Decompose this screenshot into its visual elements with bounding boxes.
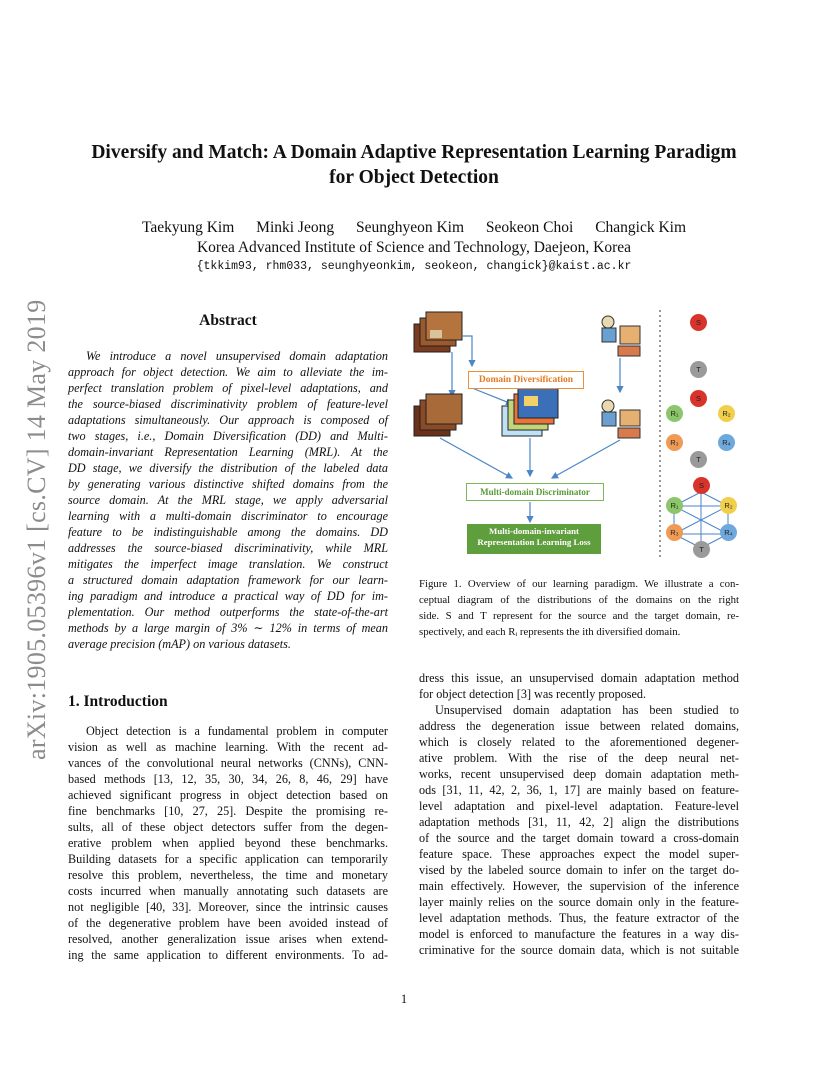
text-line: costs incurred when manually annotating such datasets are: [68, 884, 388, 898]
source-image-stack-middle: [414, 394, 462, 436]
text-line: addresses the source-biased discriminativity, while MRL: [68, 541, 388, 555]
loss-label-line-1: Multi-domain-invariant: [489, 526, 579, 536]
text-line: sults, all of these object detectors suffer from the degen-: [68, 820, 388, 834]
text-line: criminative for the source domain data, which is not suitable: [419, 943, 739, 957]
mrl-loss-box: [467, 524, 601, 554]
text-line: based methods [13, 12, 35, 30, 34, 26, 8, 46, 29] have: [68, 772, 388, 786]
multi-domain-discriminator-box: Multi-domain Discriminator: [466, 483, 604, 501]
text-line: resolved, another generalization issue arises when extend-: [68, 932, 388, 946]
author-name: Minki Jeong: [256, 219, 335, 236]
author-name: Seokeon Choi: [485, 219, 574, 236]
text-line: adaptation methods [31, 11, 42, 2] align the distributions: [419, 815, 739, 829]
diversified-domain-dot-r1: R₁: [666, 497, 683, 514]
text-line: resolve this problem, nevertheless, the time and monetary: [68, 868, 388, 882]
text-line: the source-biased discriminativity problem of feature-level: [68, 397, 388, 411]
text-line: address the degeneration issue between related domains,: [419, 719, 739, 733]
text-line: of the source and the target domain toward a cross-domain: [419, 831, 739, 845]
source-domain-dot: S: [690, 390, 707, 407]
caption-line: side. S and T represent for the source and the target domain, re-: [419, 610, 739, 622]
text-line: ods [31, 11, 42, 2, 36, 1, 17] are mainly based on feature-: [419, 783, 739, 797]
diversified-domain-dot-r2: R₂: [720, 497, 737, 514]
text-line: DD stage, we diversify the distribution of the labeled data: [68, 461, 388, 475]
text-line: by generating various distinctive shifted domains from the: [68, 477, 388, 491]
text-line: ing paradigm and introduce a practical way of DD for im-: [68, 589, 388, 603]
text-line: Object detection is a fundamental problem in computer: [86, 724, 388, 738]
section-heading-introduction: 1. Introduction: [68, 693, 168, 710]
text-line: ing the same application to different environments. To ad-: [68, 948, 388, 962]
text-line: domain-invariant Representation Learning (MRL). At the: [68, 445, 388, 459]
author-name: Taekyung Kim: [141, 219, 235, 236]
text-line: source domain. At the MRL stage, we apply adversarial: [68, 493, 388, 507]
text-line: Unsupervised domain adaptation has been studied to: [435, 703, 739, 717]
text-line: vances of the convolutional neural networks (CNNs), CNN-: [68, 756, 388, 770]
text-line: dress this issue, an unsupervised domain adaptation method: [419, 671, 739, 685]
target-domain-dot: T: [693, 541, 710, 558]
caption-line: ceptual diagram of the distributions of the domains on the right: [419, 594, 739, 606]
text-line: achieved significant progress in object detection based on: [68, 788, 388, 802]
text-line: vision as well as machine learning. With the recent ad-: [68, 740, 388, 754]
text-line: methods by a large margin of 3% ∼ 12% in terms of mean: [68, 621, 388, 635]
caption-line: spectively, and each Rᵢ represents the ith diversified domain.: [419, 626, 681, 638]
loss-label-line-2: Representation Learning Loss: [477, 537, 591, 547]
text-line: main effectively. However, the supervision of the inference: [419, 879, 739, 893]
text-line: erative problem when applied beyond these benchmarks.: [68, 836, 388, 850]
text-line: level adaptation and pixel-level adaptation. Feature-level: [419, 799, 739, 813]
diversified-domain-dot-r4: R₄: [720, 524, 737, 541]
text-line: vised by the labeled source domain to infer on the target do-: [419, 863, 739, 877]
text-line: for object detection [3] was recently proposed.: [419, 687, 647, 701]
domain-diversification-box: Domain Diversification: [468, 371, 584, 389]
target-image-cartoon: [596, 310, 642, 358]
domain-graph-edges: [674, 492, 728, 548]
text-line: model is enforced to manufacture the features in a way dis-: [419, 927, 739, 941]
text-line: perfect translation problem of pixel-level adaptations, and: [68, 381, 388, 395]
text-line: plementation. Our method outperforms the state-of-the-art: [68, 605, 388, 619]
diversified-domain-dot-r3: R₃: [666, 524, 683, 541]
text-line: which is closely related to the aforementioned degener-: [419, 735, 739, 749]
title-line-2: for Object Detection: [329, 167, 499, 188]
source-image-stack: [414, 312, 462, 352]
text-line: average precision (mAP) on various datasets.: [68, 637, 291, 651]
diversified-domain-dot-r4: R₄: [718, 434, 735, 451]
text-line: two stages, i.e., Domain Diversification (DD) and Multi-: [68, 429, 388, 443]
diversified-domain-dot-r3: R₃: [666, 434, 683, 451]
source-domain-dot: S: [693, 477, 710, 494]
caption-line: Figure 1. Overview of our learning paradigm. We illustrate a con-: [419, 578, 739, 590]
text-line: learning with a multi-domain discriminator to encourage: [68, 509, 388, 523]
text-line: mitigates the imperfect image translation. We construct: [68, 557, 388, 571]
target-domain-dot: T: [690, 451, 707, 468]
text-line: layer mainly relies on the source domain only in the feature-: [419, 895, 739, 909]
title-line-1: Diversify and Match: A Domain Adaptive Representation Learning Paradigm: [91, 142, 737, 163]
diversified-image-stack: [502, 388, 558, 436]
text-line: of the degenerative problem have been avoided instead of: [68, 916, 388, 930]
diversified-domain-dot-r2: R₂: [718, 405, 735, 422]
page-number: 1: [400, 992, 408, 1006]
text-line: Building datasets for a specific application can temporarily: [68, 852, 388, 866]
text-line: not negligible [40, 33]. Moreover, since the intrinsic causes: [68, 900, 388, 914]
text-line: a structured domain adaptation framework for our learn-: [68, 573, 388, 587]
source-domain-dot: S: [690, 314, 707, 331]
text-line: adaptations simultaneously. Our approach is composed of: [68, 413, 388, 427]
text-line: works, recent unsupervised deep domain adaptation meth-: [419, 767, 739, 781]
text-line: approach for object detection. We aim to alleviate the im-: [68, 365, 388, 379]
text-line: We introduce a novel unsupervised domain adaptation: [86, 349, 388, 363]
text-line: feature space. These approaches expect the model super-: [419, 847, 739, 861]
author-list: [60, 218, 768, 238]
text-line: level adaptation methods. Thus, the feature extractor of the: [419, 911, 739, 925]
figure-1: [412, 306, 746, 562]
author-emails: {tkkim93, rhm033, seunghyeonkim, seokeon, changick}@kaist.ac.kr: [196, 260, 632, 273]
paper-title: [60, 140, 768, 190]
text-line: fine benchmarks [10, 27, 25]. Despite the promising re-: [68, 804, 388, 818]
arxiv-stamp: arXiv:1905.05396v1 [cs.CV] 14 May 2019: [22, 299, 51, 760]
diversified-domain-dot-r1: R₁: [666, 405, 683, 422]
author-name: Seunghyeon Kim: [355, 219, 465, 236]
target-domain-dot: T: [690, 361, 707, 378]
author-name: Changick Kim: [595, 219, 687, 236]
text-line: feature to be indistinguishable among the domains. DD: [68, 525, 388, 539]
affiliation: Korea Advanced Institute of Science and Technology, Daejeon, Korea: [196, 239, 632, 256]
abstract-heading: Abstract: [199, 312, 257, 329]
target-image-middle: [602, 400, 640, 438]
text-line: ative problem. With the rise of the deep neural net-: [419, 751, 739, 765]
